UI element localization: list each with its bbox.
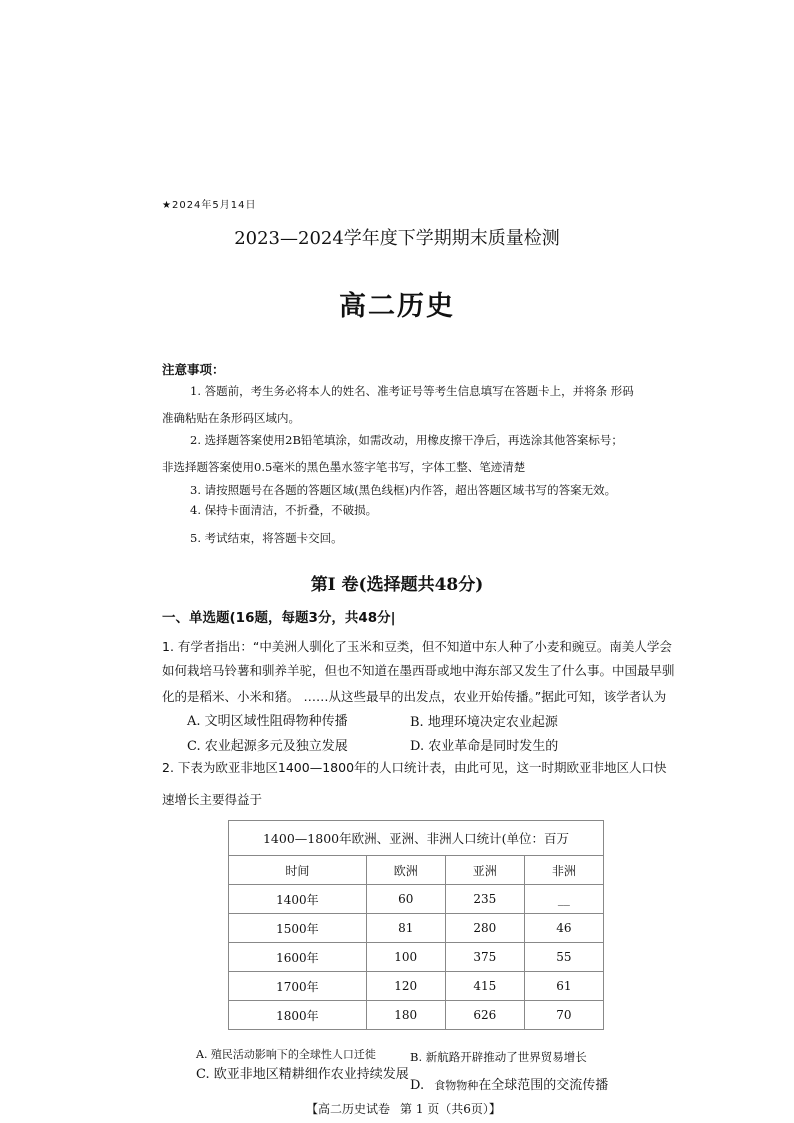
q1-line-2: 如何栽培马铃薯和驯养羊驼，但也不知道在墨西哥或地中海东部又发生了什么事。中国最早驯	[162, 663, 675, 678]
table-cell: __	[524, 885, 603, 914]
notice-heading: 注意事项：	[162, 362, 225, 377]
q1-line-1: 1. 有学者指出：“中美洲人驯化了玉米和豆类，但不知道中东人种了小麦和豌豆。南美人学会	[162, 639, 672, 654]
table-cell: 1600年	[229, 943, 367, 972]
table-cell: 1700年	[229, 972, 367, 1001]
notice-item-4: 4. 保持卡面清洁，不折叠，不破损。	[190, 503, 378, 517]
table-cell: 626	[445, 1001, 524, 1030]
q2-option-b: B. 新航路开辟推动了世界贸易增长	[410, 1050, 587, 1064]
table-cell: 375	[445, 943, 524, 972]
table-cell: 55	[524, 943, 603, 972]
subject-title: 高二历史	[339, 291, 455, 322]
q1-option-d: D. 农业革命是同时发生的	[410, 739, 559, 754]
table-caption: 1400—1800年欧洲、亚洲、非洲人口统计(单位：百万	[229, 821, 604, 856]
table-cell: 1800年	[229, 1001, 367, 1030]
table-row	[229, 943, 604, 972]
table-cell: 1400年	[229, 885, 367, 914]
table-header: 非洲	[524, 856, 603, 885]
table-header: 时间	[229, 856, 367, 885]
notice-item-3: 3. 请按照题号在各题的答题区域(黑色线框)内作答，超出答题区域书写的答案无效。	[190, 483, 617, 497]
table-cell: 81	[366, 914, 445, 943]
population-table	[228, 820, 604, 1030]
table-cell: 70	[524, 1001, 603, 1030]
q1-line-3: 化的是稻米、小米和猪。 ……从这些最早的出发点，农业开始传播。”据此可知，该学者认为	[162, 689, 667, 704]
table-cell: 1500年	[229, 914, 367, 943]
exam-date: ★2024年5月14日	[162, 200, 257, 211]
table-cell: 46	[524, 914, 603, 943]
table-cell: 280	[445, 914, 524, 943]
footer-left: 【高二历史试卷	[306, 1102, 391, 1116]
exam-title: 2023—2024学年度下学期期末质量检测	[234, 228, 560, 249]
q2-line-1: 2. 下表为欧亚非地区1400—1800年的人口统计表，由此可见，这一时期欧亚非地区人口快	[162, 760, 667, 775]
table-row	[229, 972, 604, 1001]
q1-option-c: C. 农业起源多元及独立发展	[187, 739, 348, 754]
table-cell: 120	[366, 972, 445, 1001]
q2-option-d-prefix: D.	[410, 1078, 425, 1093]
table-row	[229, 1001, 604, 1030]
q1-option-b: B. 地理环境决定农业起源	[410, 715, 558, 730]
q2-line-2: 速增长主要得益于	[162, 792, 263, 807]
q1-option-a: A. 文明区域性阻碍物种传播	[187, 714, 348, 729]
notice-item-5: 5. 考试结束，将答题卡交回。	[190, 531, 343, 545]
notice-item-2: 2. 选择题答案使用2B铅笔填涂，如需改动，用橡皮擦干净后，再选涂其他答案标号；	[190, 433, 623, 447]
q2-option-d-main: 在全球范围的交流传播	[478, 1078, 609, 1093]
part-title: 一、单选题(16题，每题3分，共48分|	[162, 610, 396, 626]
table-cell: 180	[366, 1001, 445, 1030]
q2-option-d	[410, 1074, 608, 1093]
q2-option-c: C. 欧亚非地区精耕细作农业持续发展	[196, 1067, 409, 1082]
notice-item-1-cont: 准确粘贴在条形码区域内。	[162, 411, 300, 425]
footer-page-number: 第 1 页（共6页）】	[400, 1102, 501, 1116]
table-row	[229, 914, 604, 943]
table-header-row	[229, 856, 604, 885]
table-cell: 60	[366, 885, 445, 914]
table-cell: 235	[445, 885, 524, 914]
table-header: 欧洲	[366, 856, 445, 885]
q2-option-a: A. 殖民活动影响下的全球性人口迁徙	[196, 1048, 376, 1061]
table-header: 亚洲	[445, 856, 524, 885]
table-row	[229, 885, 604, 914]
table-cell: 415	[445, 972, 524, 1001]
section-title: 第I 卷(选择题共48分)	[310, 575, 484, 595]
table-cell: 61	[524, 972, 603, 1001]
notice-item-2-cont: 非选择题答案使用0.5毫米的黑色墨水签字笔书写，字体工整、笔迹清楚	[162, 460, 526, 474]
q2-option-d-small: 食物物种	[434, 1079, 479, 1092]
table-cell: 100	[366, 943, 445, 972]
notice-item-1: 1. 答题前，考生务必将本人的姓名、准考证号等考生信息填写在答题卡上，并将条 形码	[190, 384, 634, 398]
